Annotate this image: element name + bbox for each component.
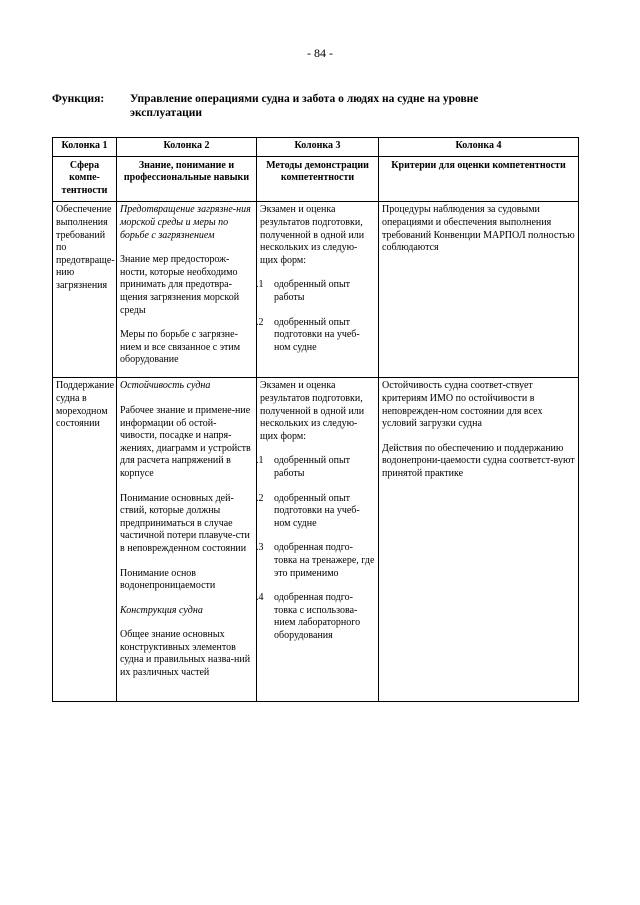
competence-cell: Поддержание судна в мореходном состоянии: [53, 378, 117, 702]
knowledge-paragraph: Меры по борьбе с загрязне-нием и все связанное с этим оборудование: [120, 329, 241, 366]
method-item: [256, 279, 375, 304]
knowledge-paragraph: Остойчивость судна: [120, 380, 211, 392]
method-number: .2: [256, 492, 264, 504]
method-number: .3: [256, 542, 264, 554]
method-number: .1: [256, 279, 264, 291]
criteria-paragraph: Процедуры наблюдения за судовыми операциями и обеспечения выполнения требований Конвенции МАРПОЛ полностью соблюдаются: [382, 204, 575, 254]
function-label: Функция:: [52, 93, 105, 105]
table-row: [53, 202, 579, 378]
knowledge-paragraph: Понимание основ водонепроницаемости: [120, 567, 216, 592]
function-text: Управление операциями судна и забота о людях на судне на уровне эксплуатации: [130, 93, 479, 119]
competence-table: [52, 137, 579, 702]
column-header: Критерии для оценки компетентности: [379, 156, 579, 202]
method-text: одобренный опыт работы: [274, 455, 351, 479]
method-text: одобренный опыт работы: [274, 279, 351, 303]
knowledge-cell: [117, 202, 257, 378]
knowledge-paragraph: Общее знание основных конструктивных элементов судна и правильных назва-ний их различных частей: [120, 629, 251, 679]
method-text: одобренный опыт подготовки на учеб-ном судне: [274, 492, 360, 529]
criteria-paragraph: Остойчивость судна соответ-ствует критериям ИМО по остойчивости в неповрежден-ном состоянии для всех условий загрузки судна: [382, 380, 543, 430]
knowledge-paragraph: Предотвращение загрязне-ния морской среды и меры по борьбе с загрязнением: [120, 204, 251, 241]
competence-cell: Обеспечение выполнения требований по предотвраще-нию загрязнения: [53, 202, 117, 378]
knowledge-paragraph: Конструкция судна: [120, 604, 203, 616]
method-text: одобренная подго-товка с использова-нием лабораторного оборудования: [274, 592, 361, 641]
criteria-cell: [379, 202, 579, 378]
method-item: [256, 492, 375, 531]
column-label: Колонка 3: [257, 138, 379, 157]
header-row: [53, 156, 579, 202]
knowledge-paragraph: Понимание основных дей-ствий, которые должны предприниматься в случае частичной потери плавуче-сти в неповрежденном состоянии: [120, 492, 250, 554]
table-row: [53, 378, 579, 702]
knowledge-paragraph: Знание мер предосторож-ности, которые необходимо принимать для предотвра-щения загрязнения морской среды: [120, 254, 240, 316]
column-header: Методы демонстрации компетентности: [257, 156, 379, 202]
method-item: [256, 542, 375, 580]
method-item: [256, 455, 375, 480]
page-number: - 84 -: [307, 46, 333, 60]
method-item: [256, 592, 375, 642]
methods-cell: [257, 378, 379, 702]
methods-intro: Экзамен и оценка результатов подготовки, полученной в одной или нескольких из следую-щих форм:: [260, 204, 365, 266]
criteria-paragraph: Действия по обеспечению и поддержанию водонепрони-цаемости судна соответст-вуют принятой практике: [382, 442, 575, 479]
column-label: Колонка 4: [379, 138, 579, 157]
methods-cell: [257, 202, 379, 378]
method-number: .2: [256, 316, 264, 328]
column-header: Сфера компе-тентности: [53, 156, 117, 202]
method-text: одобренная подго-товка на тренажере, где это применимо: [274, 542, 375, 579]
knowledge-paragraph: Рабочее знание и примене-ние информации об остой-чивости, посадке и напря-жениях, диаграмм и устройств для расчета напряжений в корпусе: [120, 404, 251, 479]
knowledge-cell: [117, 378, 257, 702]
method-number: .1: [256, 455, 264, 467]
column-label: Колонка 2: [117, 138, 257, 157]
method-text: одобренный опыт подготовки на учеб-ном судне: [274, 316, 360, 353]
method-number: .4: [256, 592, 264, 604]
column-number-row: [53, 138, 579, 157]
criteria-cell: [379, 378, 579, 702]
method-item: [256, 316, 375, 355]
methods-intro: Экзамен и оценка результатов подготовки, полученной в одной или нескольких из следую-щих форм:: [260, 380, 365, 442]
column-header: Знание, понимание и профессиональные навыки: [117, 156, 257, 202]
column-label: Колонка 1: [53, 138, 117, 157]
